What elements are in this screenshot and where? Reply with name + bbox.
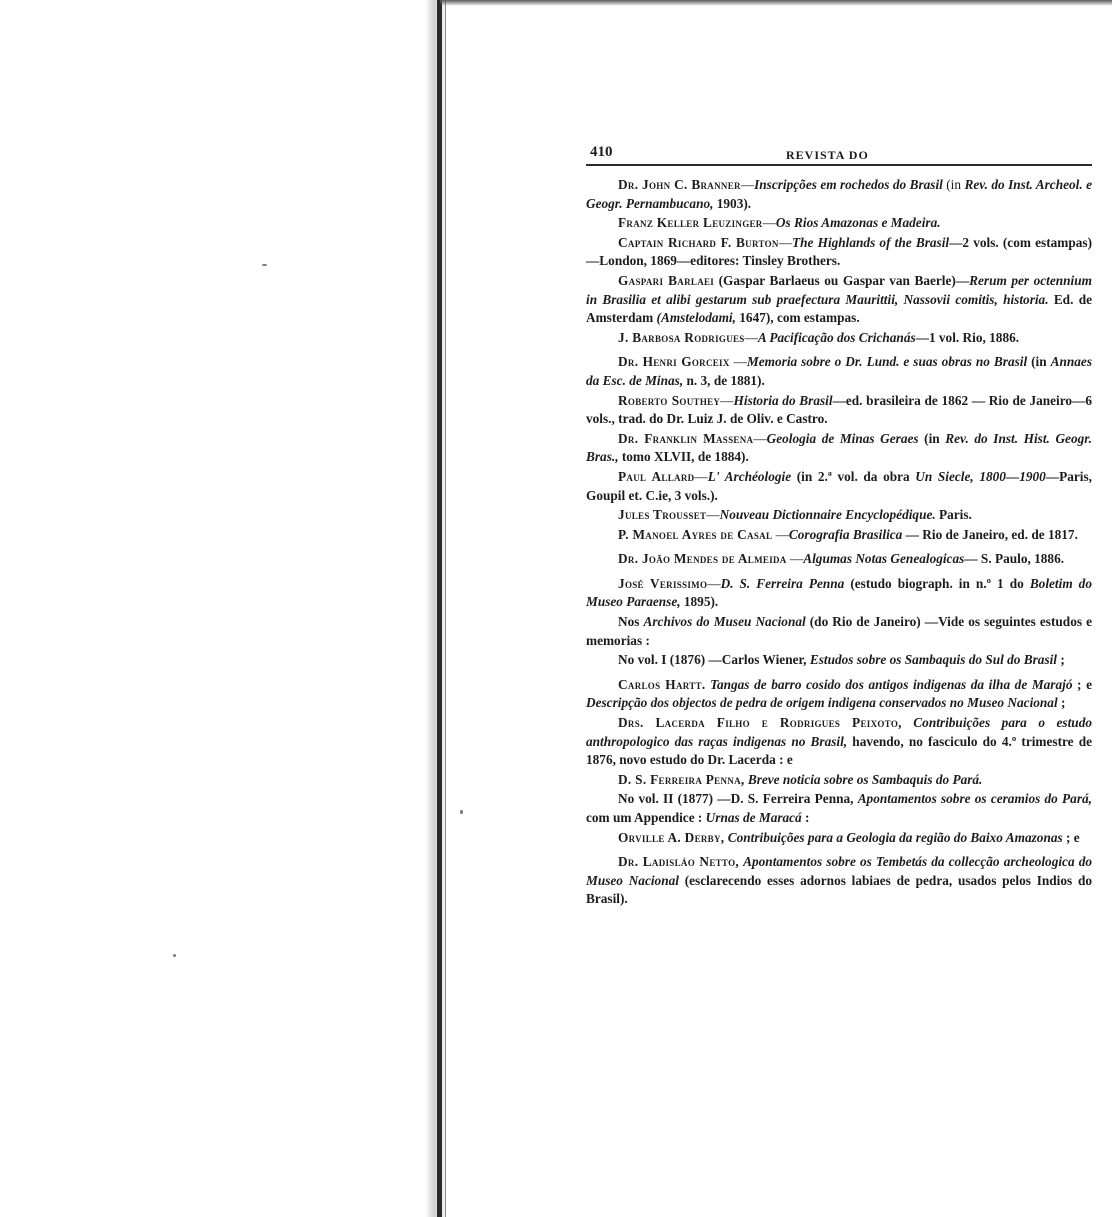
entry-text: — <box>720 392 734 408</box>
entry-text: — <box>706 507 720 523</box>
work-title: Apontamentos sobre os ceramios do Pará, <box>857 791 1092 807</box>
entry-text: —1 vol. Rio, 1886. <box>915 329 1020 345</box>
work-title: Algumas Notas Genealogicas <box>803 551 965 567</box>
entry-text: — <box>707 575 721 591</box>
author: Captain Richard F. Burton <box>618 234 779 250</box>
bibliography-entry-allard <box>586 468 1092 505</box>
entry-text: — <box>740 177 755 192</box>
page-number: 410 <box>590 144 613 160</box>
scan-speck <box>262 264 267 266</box>
work-title: Descripção dos objectos de pedra de origem indigena conservados no Museo Nacional <box>586 695 1058 711</box>
bibliography-entry-southey <box>586 392 1092 429</box>
entry-text: Nos <box>618 614 644 630</box>
book-page <box>586 138 1092 910</box>
author: Orville A. Derby, <box>618 829 725 845</box>
entry-text: ; e <box>1062 829 1080 845</box>
bibliography-entry-vol1 <box>586 651 1092 670</box>
work-title: (Amstelodami, <box>656 310 736 326</box>
entry-text: (in <box>942 177 965 192</box>
author: Paul Allard <box>618 468 695 484</box>
bibliography-entry-gorceix <box>586 353 1092 390</box>
entry-text: ; <box>1057 695 1066 711</box>
work-title: Un Siecle, 1800—1900 <box>915 468 1046 484</box>
author: Dr. Henri Gorceix <box>618 354 730 370</box>
author: Jules Trousset <box>618 507 707 523</box>
work-title: Rev. do Inst. Hist. Geogr. Bras., <box>586 430 1093 465</box>
work-title: A Pacificação dos Crichanás <box>757 329 916 345</box>
entry-text: —ed. brasileira de 1862 — Rio de Janeiro—6 vols., trad. do Dr. Luiz J. de Oliv. e Castro. <box>586 392 1092 427</box>
work-title: Estudos sobre os Sambaquis do Sul do Brasil <box>809 652 1058 668</box>
work-title: Nouveau Dictionnaire Encyclopédique. <box>719 507 936 523</box>
entry-text: (in 2.ª vol. da obra <box>791 468 916 484</box>
entry-text: — <box>778 234 792 250</box>
entry-text: (Gaspar Barlaeus ou Gaspar van Baerle)— <box>714 272 970 288</box>
work-title: Rerum per octennium in Brasilia et alibi gestarum sub praefectura Maurittii, Nassovii comitis, historia. <box>586 272 1092 307</box>
bibliography-entry-verissimo <box>586 575 1092 612</box>
work-title: Corografia Brasilica <box>788 526 903 542</box>
bibliography-entry-branner <box>586 176 1092 213</box>
bibliography-entry-almeida <box>586 550 1092 569</box>
author: D. S. Ferreira Penna, <box>618 771 745 787</box>
bibliography-entry-trousset <box>586 506 1092 525</box>
bibliography-entry-archivos <box>586 613 1092 650</box>
work-title: L' Archéologie <box>707 468 792 484</box>
entry-text <box>902 715 914 730</box>
entry-text: (esclarecendo esses adornos labiaes de pedra, usados pelos Indios do Brasil). <box>586 872 1092 907</box>
author: Dr. Franklin Massena <box>618 430 754 446</box>
entry-text: — <box>694 468 708 484</box>
author: Franz Keller Leuzinger <box>618 215 763 231</box>
bibliography-entry-leuzinger <box>586 214 1092 233</box>
scan-top-edge <box>440 0 1112 6</box>
work-title: Contribuições para o estudo anthropologico das raças indigenas no Brasil, <box>586 715 1092 749</box>
work-title: Os Rios Amazonas e Madeira. <box>775 215 941 231</box>
entry-text: ; e <box>1072 676 1092 692</box>
entry-text: Ed. de Amsterdam <box>586 291 1092 326</box>
entry-text: 1647), com estampas. <box>735 310 860 326</box>
bibliography-entry-casal <box>586 526 1092 545</box>
work-title: Memoria sobre o Dr. Lund. e suas obras no Brasil <box>746 354 1028 370</box>
author: Dr. Ladisláo Netto, <box>618 854 740 870</box>
entry-text: — <box>762 215 776 231</box>
work-title: Historia do Brasil <box>733 392 833 408</box>
entry-text: No vol. II (1877) —D. S. Ferreira Penna, <box>618 791 858 807</box>
entry-text: — <box>772 526 789 542</box>
author: Gaspari Barlaei <box>618 272 715 288</box>
entry-text: — Rio de Janeiro, ed. de 1817. <box>902 526 1078 542</box>
author: Drs. Lacerda Filho e Rodrigues Peixoto, <box>618 715 902 731</box>
entry-text: havendo, no fasciculo do 4.º trimestre de 1876, novo estudo do Dr. Lacerda : e <box>586 733 1093 768</box>
entry-text: 1903). <box>713 195 752 211</box>
book-gutter <box>437 0 442 1217</box>
entry-text: tomo XLVII, de 1884). <box>618 449 749 465</box>
bibliography-entry-netto <box>586 853 1092 909</box>
bibliography-entry-massena <box>586 430 1092 467</box>
work-title: D. S. Ferreira Penna <box>720 575 845 591</box>
entry-text: (do Rio de Janeiro) —Vide os seguintes estudos e memorias : <box>586 614 1092 648</box>
work-title: Tangas de barro cosido dos antigos indigenas da ilha de Marajó <box>710 676 1073 692</box>
work-title: Urnas de Maracá <box>705 810 802 825</box>
author: Carlos Hartt. <box>618 676 706 692</box>
bibliography-entry-derby <box>586 829 1092 848</box>
bibliography-entry-hartt <box>586 676 1092 713</box>
bibliography-entry-barbosa <box>586 329 1092 348</box>
author: Dr. João Mendes de Almeida <box>618 551 787 567</box>
bibliography-entry-lacerda <box>586 714 1092 770</box>
work-title: Archivos do Museu Nacional <box>643 614 806 630</box>
entry-text: — S. Paulo, 1886. <box>964 551 1065 567</box>
entry-text: — <box>744 329 758 345</box>
author: José Verissimo <box>618 575 708 591</box>
author: Roberto Southey <box>618 392 721 408</box>
work-title: Contribuições para a Geologia da região do Baixo Amazonas <box>727 829 1063 845</box>
page-header <box>586 138 1092 166</box>
bibliography-list <box>586 176 1092 909</box>
work-title: Annaes da Esc. de Minas, <box>586 354 1092 388</box>
work-title: Inscripções em rochedos do Brasil <box>754 177 943 192</box>
work-title: Boletim do Museo Paraense, <box>586 575 1092 610</box>
work-title: Breve noticia sobre os Sambaquis do Pará. <box>747 771 983 787</box>
work-title: The Highlands of the Brasil <box>792 234 950 250</box>
gutter-shadow <box>425 0 445 1217</box>
scan-speck <box>460 810 463 814</box>
entry-text: com um Appendice : <box>586 810 706 825</box>
work-title: Apontamentos sobre os Tembetás da collecção archeologica do Museo Nacional <box>586 854 1093 888</box>
entry-text: — <box>786 551 804 567</box>
bibliography-entry-barlaei <box>586 272 1092 328</box>
entry-text: —Paris, Goupil et. C.ie, 3 vols.). <box>586 468 1092 503</box>
entry-text: ; <box>1057 652 1065 668</box>
entry-text: : <box>801 810 810 825</box>
entry-text: —2 vols. (com estampas)—London, 1869—editores: Tinsley Brothers. <box>586 234 1092 269</box>
entry-text: (in <box>918 430 946 446</box>
bibliography-entry-vol2 <box>586 790 1092 827</box>
author: Dr. John C. Branner <box>618 177 741 192</box>
entry-text: — <box>753 430 767 446</box>
entry-text: No vol. I (1876) —Carlos Wiener, <box>618 652 810 668</box>
work-title: Geologia de Minas Geraes <box>766 430 919 446</box>
work-title: Rev. do Inst. Archeol. e Geogr. Pernambucano, <box>586 177 1092 211</box>
entry-text: (estudo biograph. in n.º 1 do <box>844 575 1030 591</box>
author: J. Barbosa Rodrigues <box>618 329 745 345</box>
book-gutter-edge <box>445 0 446 1217</box>
scan-speck <box>173 954 176 957</box>
author: P. Manoel Ayres de Casal <box>618 526 773 542</box>
bibliography-entry-penna <box>586 771 1092 790</box>
entry-text: 1895). <box>680 594 719 610</box>
entry-text: Paris. <box>935 507 972 523</box>
running-title: REVISTA DO <box>786 148 869 162</box>
bibliography-entry-burton <box>586 234 1092 271</box>
entry-text: n. 3, de 1881). <box>683 372 765 388</box>
entry-text: — <box>729 354 747 370</box>
entry-text: (in <box>1027 354 1051 370</box>
